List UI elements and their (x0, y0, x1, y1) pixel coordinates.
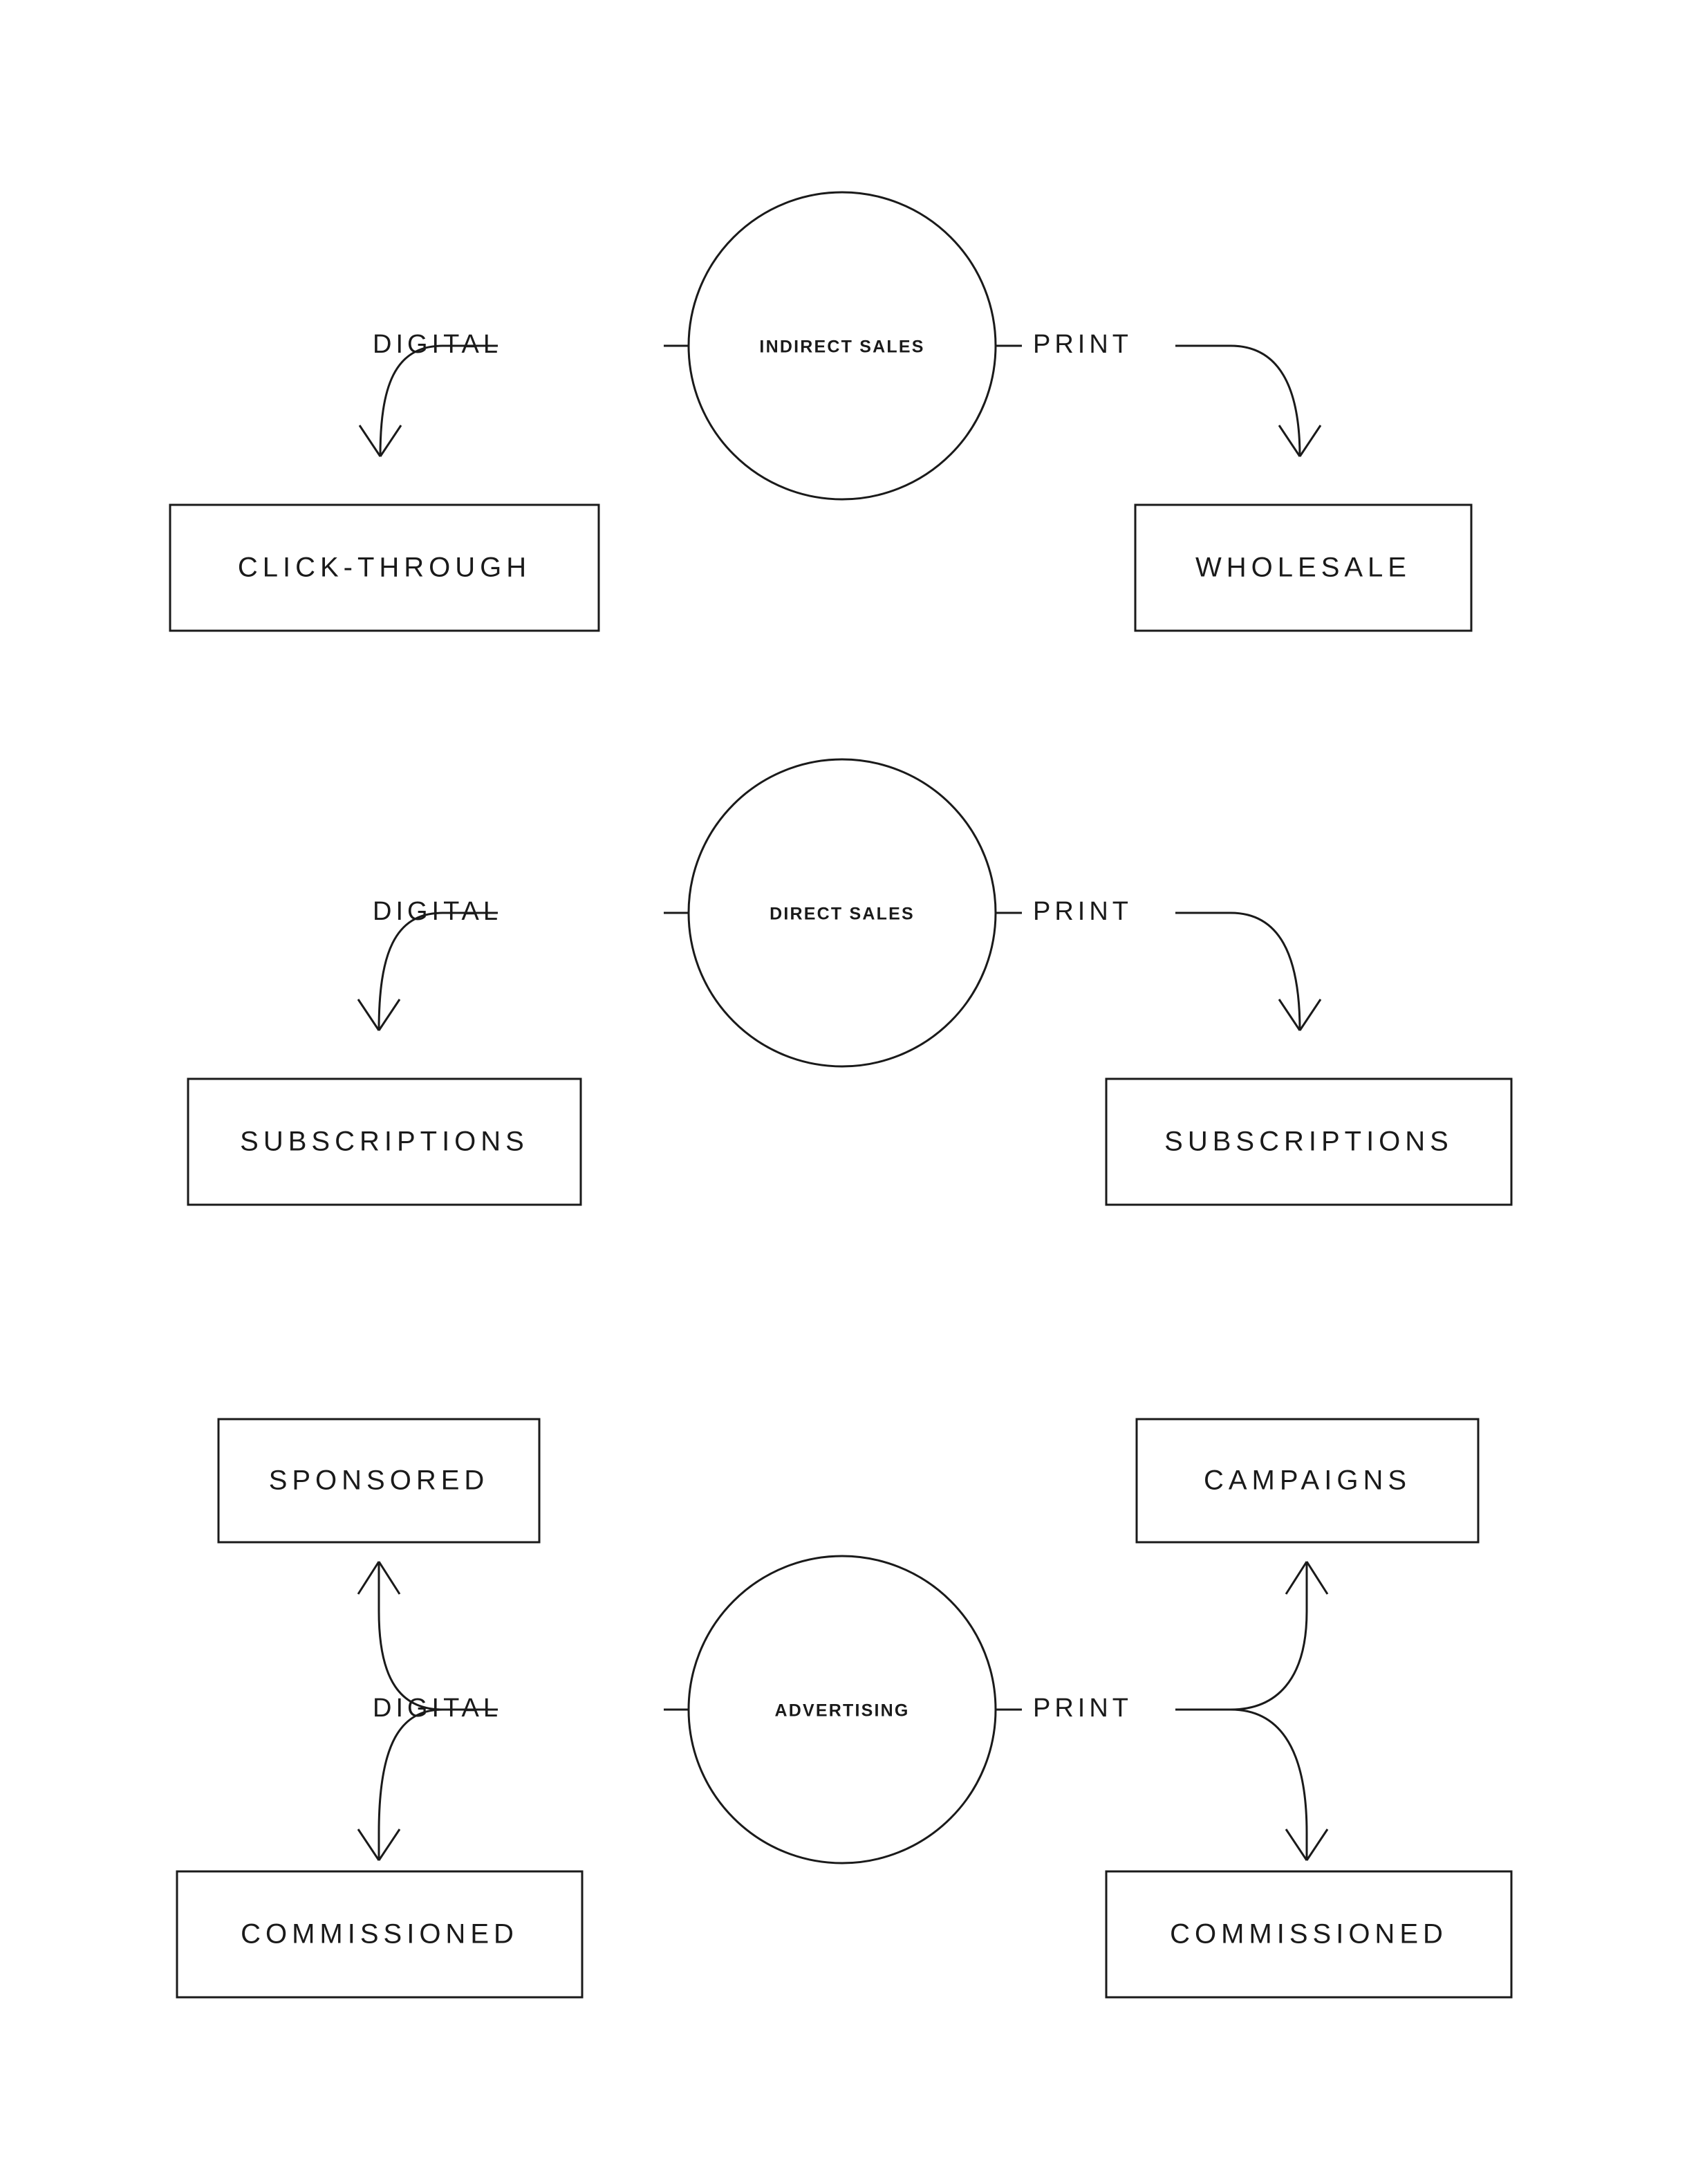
edge-label-advertising-digital: DIGITAL (373, 1694, 502, 1723)
edge-label-direct-digital: DIGITAL (373, 897, 502, 927)
box-label-campaigns: CAMPAIGNS (1203, 1465, 1412, 1496)
group-direct-sales (188, 759, 1511, 1205)
arrowhead-advertising-digital-down (358, 1829, 400, 1860)
hub-label-advertising: ADVERTISING (774, 1701, 910, 1721)
box-label-subscriptions-digital: SUBSCRIPTIONS (240, 1126, 529, 1157)
box-label-wholesale: WHOLESALE (1195, 552, 1411, 583)
connector-direct-print (996, 913, 1300, 1030)
edge-label-advertising-print: PRINT (1033, 1694, 1133, 1723)
connector-advertising-print-down (1231, 1710, 1307, 1833)
arrowhead-advertising-print-up (1286, 1562, 1327, 1611)
group-indirect-sales (170, 192, 1471, 631)
edge-label-direct-print: PRINT (1033, 897, 1133, 927)
connector-direct-digital (379, 913, 689, 1030)
box-label-sponsored: SPONSORED (268, 1465, 490, 1496)
group-advertising (177, 1419, 1511, 1997)
arrowhead-advertising-print-down (1286, 1829, 1327, 1860)
arrowhead-advertising-digital-up (358, 1562, 400, 1611)
box-label-commissioned-print: COMMISSIONED (1170, 1918, 1448, 1950)
box-label-click-through: CLICK-THROUGH (237, 552, 532, 583)
connector-indirect-print (996, 346, 1300, 456)
edge-label-indirect-digital: DIGITAL (373, 330, 502, 360)
hub-label-direct-sales: DIRECT SALES (770, 904, 915, 924)
connector-indirect-digital (380, 346, 689, 456)
hub-label-indirect-sales: INDIRECT SALES (759, 337, 925, 357)
connector-advertising-digital-down (379, 1710, 442, 1833)
box-label-commissioned-digital: COMMISSIONED (241, 1918, 519, 1950)
edge-label-indirect-print: PRINT (1033, 330, 1133, 360)
box-label-subscriptions-print: SUBSCRIPTIONS (1164, 1126, 1453, 1157)
